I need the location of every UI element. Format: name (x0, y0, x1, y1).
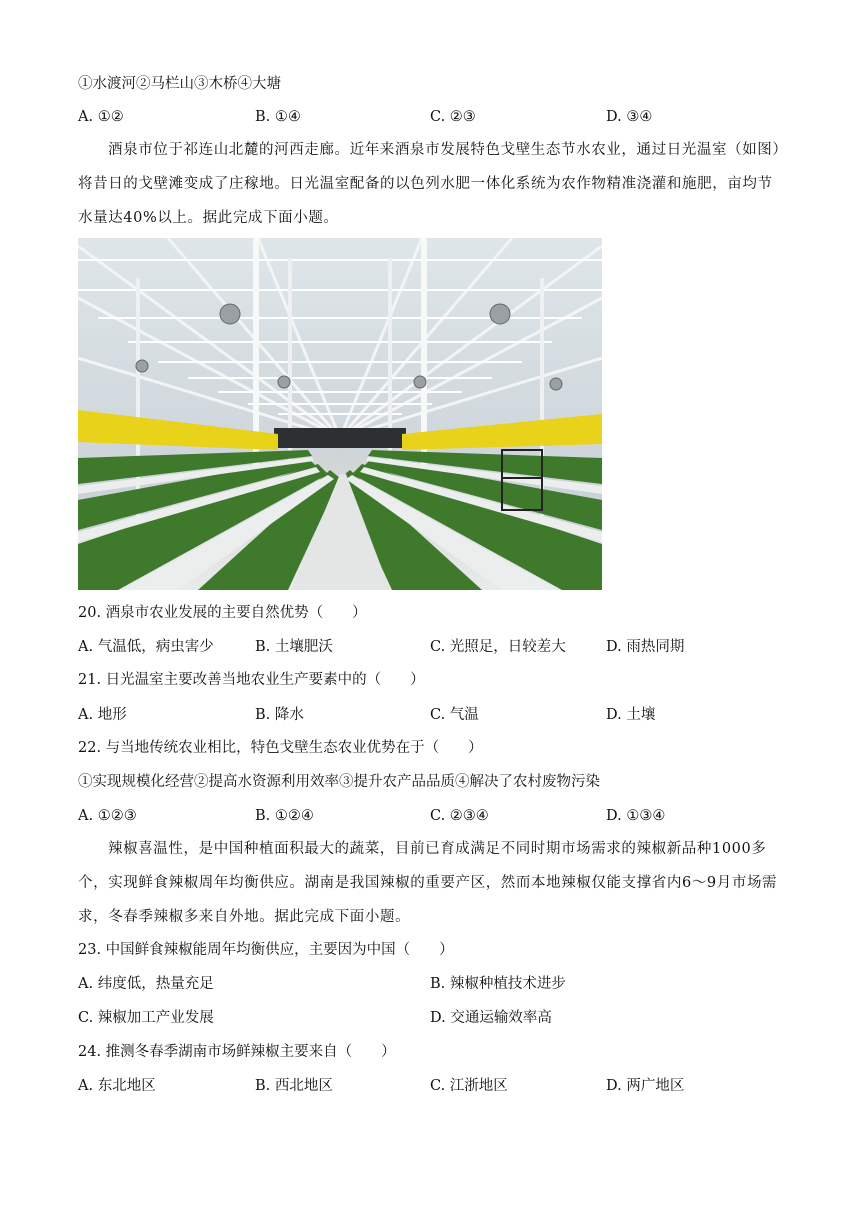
q21-option-d: D. 土壤 (606, 707, 656, 723)
q21-option-a: A. 地形 (78, 707, 127, 723)
q19-option-c: C. ②③ (430, 109, 476, 125)
q22-option-b: B. ①②④ (255, 808, 314, 824)
q20-option-d: D. 雨热同期 (606, 639, 685, 655)
q22-option-c: C. ②③④ (430, 808, 489, 824)
q23-option-a: A. 纬度低，热量充足 (78, 976, 214, 992)
q23-option-c: C. 辣椒加工产业发展 (78, 1010, 214, 1026)
q20-option-c: C. 光照足，日较差大 (430, 639, 566, 655)
q19-items: ①水渡河②马栏山③木桥④大塘 (78, 76, 281, 92)
passage-pepper: 辣椒喜温性，是中国种植面积最大的蔬菜，目前已育成满足不同时期市场需求的辣椒新品种1000多个，实现鲜食辣椒周年均衡供应。湖南是我国辣椒的重要产区，然而本地辣椒仅能支撑省内6～9月市场需求，冬春季辣椒多来自外地。据此完成下面小题。 (78, 841, 778, 925)
q21-stem: 21. 日光温室主要改善当地农业生产要素中的（ ） (78, 672, 425, 688)
q20-option-b: B. 土壤肥沃 (255, 639, 333, 655)
q19-option-a: A. ①② (78, 109, 124, 125)
q21-option-c: C. 气温 (430, 707, 479, 723)
q22-items: ①实现规模化经营②提高水资源利用效率③提升农产品品质④解决了农村废物污染 (78, 774, 600, 790)
q22-stem: 22. 与当地传统农业相比，特色戈壁生态农业优势在于（ ） (78, 740, 483, 756)
q22-option-d: D. ①③④ (606, 808, 666, 824)
q19-option-b: B. ①④ (255, 109, 301, 125)
q24-option-d: D. 两广地区 (606, 1078, 685, 1094)
passage-jiuquan: 酒泉市位于祁连山北麓的河西走廊。近年来酒泉市发展特色戈壁生态节水农业，通过日光温室（如图）将昔日的戈壁滩变成了庄稼地。日光温室配备的以色列水肥一体化系统为农作物精准浇灌和施肥，亩均节水量达40%以上。据此完成下面小题。 (78, 142, 781, 226)
q24-option-c: C. 江浙地区 (430, 1078, 508, 1094)
q24-option-a: A. 东北地区 (78, 1078, 156, 1094)
q24-option-b: B. 西北地区 (255, 1078, 333, 1094)
q23-stem: 23. 中国鲜食辣椒能周年均衡供应，主要因为中国（ ） (78, 942, 454, 958)
q23-option-b: B. 辣椒种植技术进步 (430, 976, 566, 992)
q23-option-d: D. 交通运输效率高 (430, 1010, 552, 1026)
q21-option-b: B. 降水 (255, 707, 304, 723)
q22-option-a: A. ①②③ (78, 808, 137, 824)
q20-stem: 20. 酒泉市农业发展的主要自然优势（ ） (78, 605, 367, 621)
greenhouse-photo (78, 238, 602, 590)
q19-option-d: D. ③④ (606, 109, 653, 125)
q24-stem: 24. 推测冬春季湖南市场鲜辣椒主要来自（ ） (78, 1044, 396, 1060)
q20-option-a: A. 气温低，病虫害少 (78, 639, 214, 655)
